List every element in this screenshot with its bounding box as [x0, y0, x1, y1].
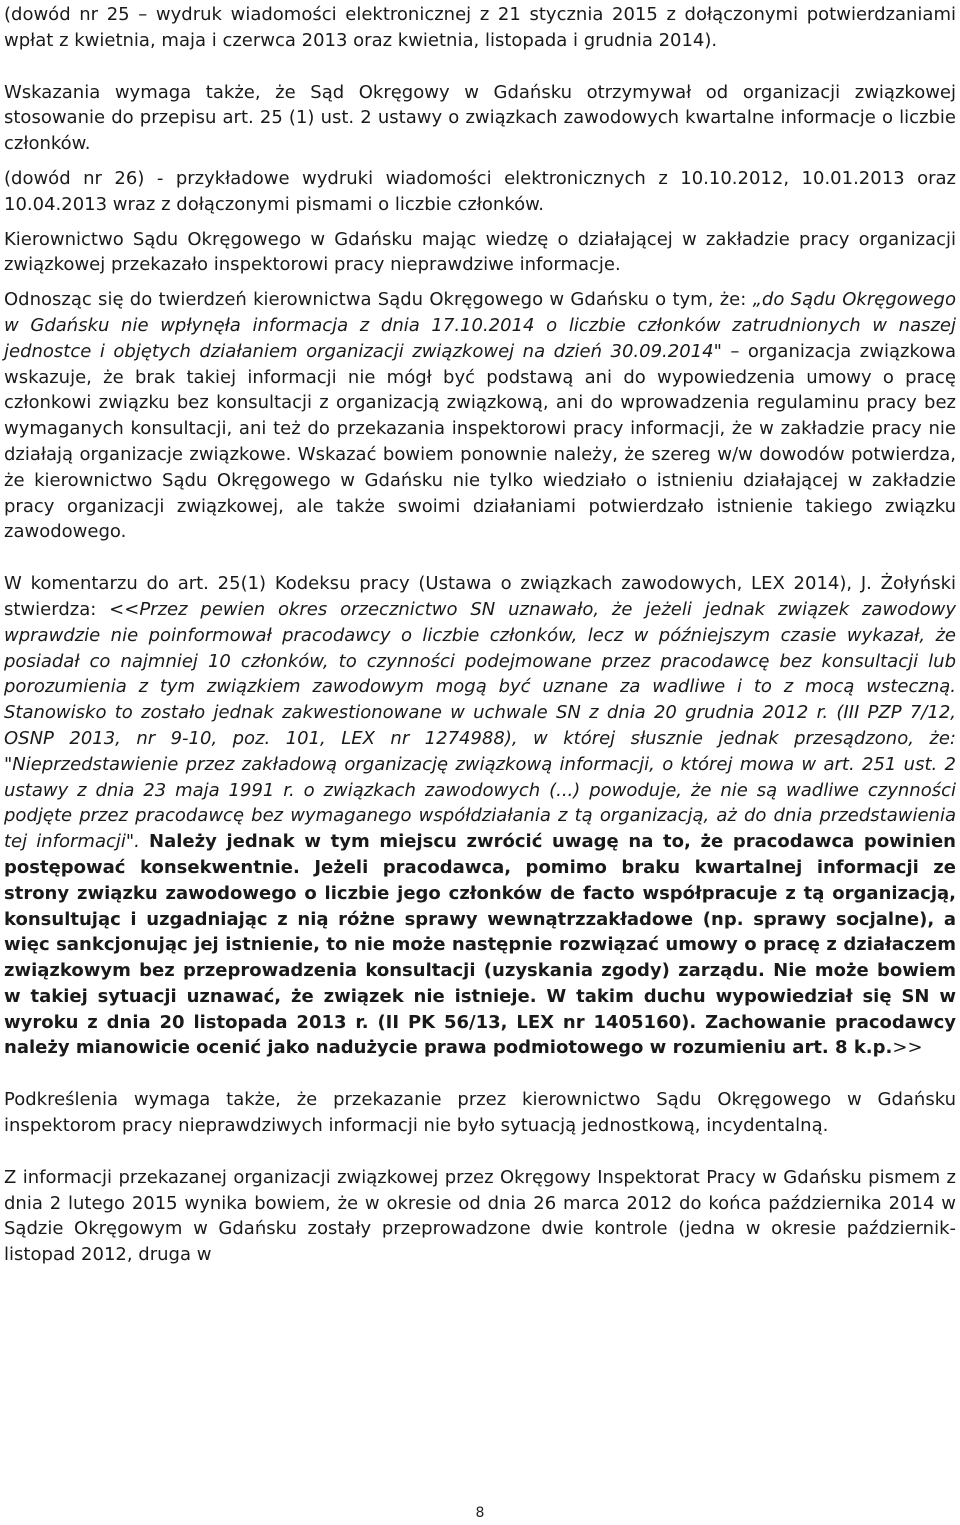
paragraph-evidence-25: (dowód nr 25 – wydruk wiadomości elektronicznej z 21 stycznia 2015 z dołączonymi potwierdzaniami wpłat z kwietnia, maja i czerwca 2013 oraz kwietnia, listopada i grudnia 2014). — [4, 4, 956, 51]
commentary-bold: Należy jednak w tym miejscu zwrócić uwagę na to, że pracodawca powinien postępować konsekwentnie. Jeżeli pracodawca, pomimo braku kwartalnej informacji ze strony związku zawodowego o liczbie jego członków de facto współpracuje z tą organizacją, konsultując i uzgadniając z nią różne sprawy wewnątrzzakładowe (np. sprawy socjalne), a więc sankcjonując jej istnienie, to nie może następnie rozwiązać umowy o pracę z działaczem związkowym bez przeprowadzenia konsultacji (uzyskania zgody) zarządu. Nie może bowiem w takiej sytuacji uznawać, że związek nie istnieje. W takim duchu wypowiedział się SN w wyroku z dnia 20 listopada 2013 r. (II PK 56/13, LEX nr 1405160). Zachowanie pracodawcy należy mianowicie ocenić jako nadużycie prawa podmiotowego w rozumieniu art. 8 k.p. — [4, 831, 956, 1059]
paragraph-commentary — [4, 571, 956, 1061]
paragraph-evidence-26: (dowód nr 26) - przykładowe wydruki wiadomości elektronicznych z 10.10.2012, 10.01.2013 oraz 10.04.2013 wraz z dołączonymi pismami o liczbie członków. — [4, 167, 956, 215]
paragraph-not-incidental: Podkreślenia wymaga także, że przekazanie przez kierownictwo Sądu Okręgowego w Gdańsku inspektorom pracy nieprawdziwych informacji nie było sytuacją jednostkową, incydentalną. — [4, 1089, 956, 1137]
court-claims-rest: – organizacja związkowa wskazuje, że brak takiej informacji nie mógł być podstawą ani do wypowiedzenia umowy o pracę członkowi związku bez konsultacji z organizacją związkową, ani do wprowadzenia regulaminu pracy bez wymaganych konsultacji, ani też do przekazania inspektorowi pracy informacji, że w zakładzie pracy nie działają organizacje związkowe. Wskazać bowiem ponownie należy, że szereg w/w dowodów potwierdza, że kierownictwo Sądu Okręgowego w Gdańsku nie tylko wiedziało o istnieniu działającej w zakładzie pracy organizacji związkowej, ale także swoimi działaniami potwierdzało istnienie takiego związku zawodowego. — [4, 340, 956, 543]
commentary-quote: Przez pewien okres orzecznictwo SN uznawało, że jeżeli jednak związek zawodowy wprawdzie nie poinformował pracodawcy o liczbie członków, lecz w późniejszym czasie wykazał, że posiadał co najmniej 10 członków, to czynności podejmowane przez pracodawcę bez konsultacji lub porozumienia z tym związkiem zawodowym mogą być uznane za wadliwe i to z mocą wsteczną. Stanowisko to zostało jednak zakwestionowane w uchwale SN z dnia 20 grudnia 2012 r. (III PZP 7/12, OSNP 2013, nr 9-10, poz. 101, LEX nr 1274988), w której słusznie jednak przesądzono, że: "Nieprzedstawienie przez zakładową organizację związkową informacji, o której mowa w art. 251 ust. 2 ustawy z dnia 23 maja 1991 r. o związkach zawodowych (...) powoduje, że nie są wadliwe czynności podjęte przez pracodawcę bez wymaganego współdziałania z tą organizacją, aż do dnia przedstawienia tej informacji". — [4, 598, 957, 853]
page-number: 8 — [475, 1505, 485, 1521]
court-claims-quote: „do Sądu Okręgowego w Gdańsku nie wpłynęła informacja z dnia 17.10.2014 o liczbie członków zatrudnionych w naszej jednostce i objętych działaniem organizacji związkowej na dzień 30.09.2014" — [4, 289, 956, 362]
commentary-intro: W komentarzu do art. 25(1) Kodeksu pracy (Ustawa o związkach zawodowych, LEX 2014), J. Żołyński stwierdza: << — [4, 573, 956, 620]
paragraph-false-info: Kierownictwo Sądu Okręgowego w Gdańsku mając wiedzę o działającej w zakładzie pracy organizacji związkowej przekazało inspektorowi pracy nieprawdziwe informacje. — [4, 228, 956, 276]
paragraph-quarterly-info: Wskazania wymaga także, że Sąd Okręgowy w Gdańsku otrzymywał od organizacji związkowej stosowanie do przepisu art. 25 (1) ust. 2 ustawy o związkach zawodowych kwartalne informacje o liczbie członków. — [4, 81, 956, 155]
paragraph-inspectorate-info: Z informacji przekazanej organizacji związkowej przez Okręgowy Inspektorat Pracy w Gdańsku pismem z dnia 2 lutego 2015 wynika bowiem, że w okresie od dnia 26 marca 2012 do końca października 2014 w Sądzie Okręgowym w Gdańsku zostały przeprowadzone dwie kontrole (jedna w okresie październik-listopad 2012, druga w — [4, 1166, 956, 1266]
document-page — [4, 2, 956, 1268]
commentary-close: >> — [892, 1037, 923, 1059]
paragraph-court-claims — [4, 287, 956, 545]
court-claims-intro: Odnosząc się do twierdzeń kierownictwa Sądu Okręgowego w Gdańsku o tym, że: — [4, 289, 753, 311]
